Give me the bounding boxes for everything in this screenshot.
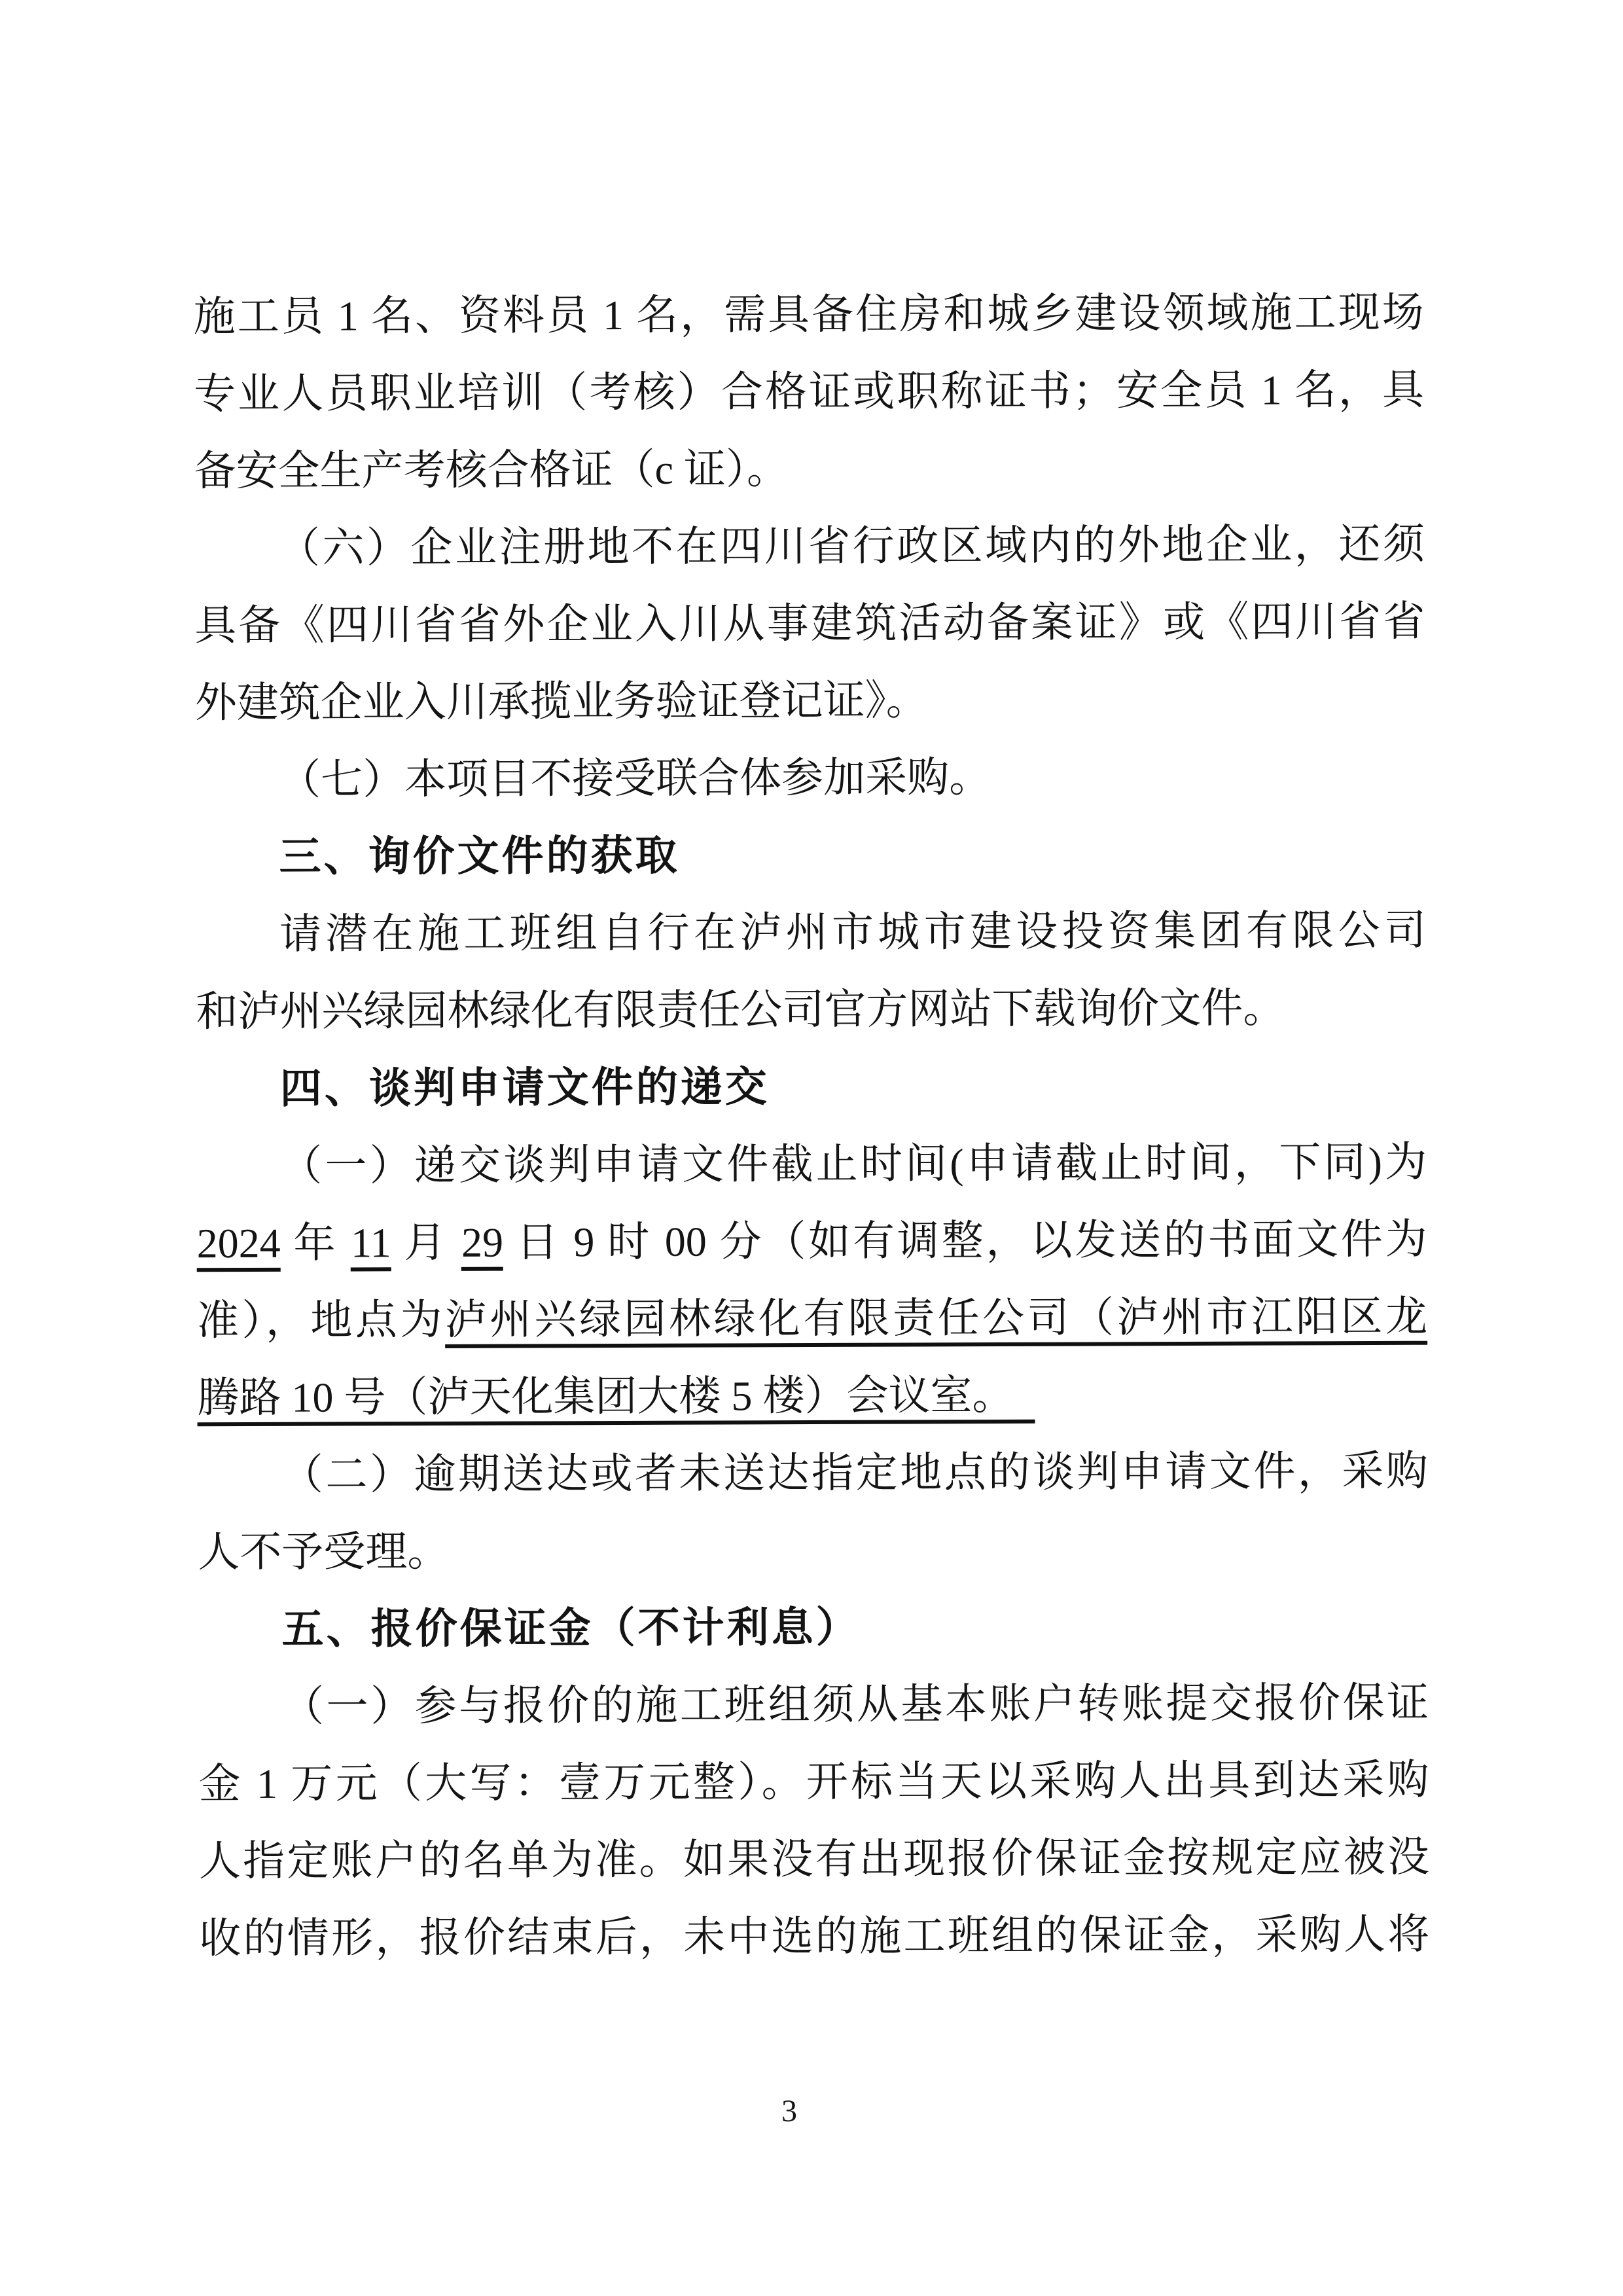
document-body xyxy=(193,274,1429,1978)
text-line xyxy=(193,274,1423,356)
text-segment: 备安全生产考核合格证（c 证）。 xyxy=(194,446,789,495)
text-segment: 施工员 1 名、资料员 1 名，需具备住房和城乡建设领域施工现场 xyxy=(193,289,1424,340)
text-segment: 日 9 时 00 分（如有调整，以发送的书面文件为 xyxy=(503,1215,1427,1266)
text-segment: （二）逾期送达或者未送达指定地点的谈判申请文件，采购 xyxy=(281,1447,1428,1498)
text-line xyxy=(197,1355,1427,1437)
heading-line xyxy=(195,815,1425,897)
text-segment: 五、报价保证金（不计利息） xyxy=(281,1603,861,1654)
underlined-text: 2024 xyxy=(196,1220,280,1272)
text-line xyxy=(195,660,1425,742)
text-line xyxy=(195,738,1425,819)
page-number: 3 xyxy=(781,2094,797,2128)
text-segment: （七）本项目不接受联合体参加采购。 xyxy=(279,754,991,803)
text-line xyxy=(194,506,1425,588)
text-line xyxy=(198,1510,1428,1592)
text-line xyxy=(197,1278,1427,1360)
text-segment: 外建筑企业入川承揽业务验证登记证》。 xyxy=(194,677,928,726)
underlined-text: 腾路 10 号（泸天化集团大楼 5 楼）会议室。 xyxy=(197,1372,1035,1426)
text-segment: 四、谈判申请文件的递交 xyxy=(279,1063,770,1113)
text-line xyxy=(196,1124,1427,1206)
underlined-text: 泸州兴绿园林绿化有限责任公司（泸州市江阳区龙 xyxy=(445,1293,1428,1348)
underlined-text: 11 xyxy=(351,1219,391,1271)
text-segment: 三、询价文件的获取 xyxy=(279,831,680,882)
text-segment: 具备《四川省省外企业入川从事建筑活动备案证》或《四川省省 xyxy=(194,598,1425,649)
heading-line xyxy=(196,1047,1427,1128)
text-line xyxy=(194,429,1424,511)
text-line xyxy=(196,1201,1427,1283)
text-segment: （六）企业注册地不在四川省行政区域内的外地企业，还须 xyxy=(277,520,1425,571)
text-segment: 年 xyxy=(280,1219,351,1266)
text-segment: 月 xyxy=(391,1219,462,1266)
text-line xyxy=(194,351,1424,433)
text-segment: 和泸州兴绿园林绿化有限责任公司官方网站下载询价文件。 xyxy=(196,984,1285,1035)
text-segment: 人指定账户的名单为准。如果没有出现报价保证金按规定应被没 xyxy=(198,1833,1430,1885)
text-line xyxy=(196,892,1426,974)
text-segment: 人不予受理。 xyxy=(198,1528,450,1576)
text-segment: 金 1 万元（大写：壹万元整）。开标当天以采购人出具到达采购 xyxy=(198,1756,1429,1808)
text-segment: 准），地点为 xyxy=(196,1296,445,1344)
text-line xyxy=(196,969,1426,1051)
text-line xyxy=(194,583,1425,665)
heading-line xyxy=(198,1587,1428,1669)
text-segment: 请潜在施工班组自行在泸州市城市建设投资集团有限公司 xyxy=(279,906,1427,958)
text-segment: （一）参与报价的施工班组须从基本账户转账提交报价保证 xyxy=(281,1679,1429,1730)
text-line xyxy=(198,1742,1429,1823)
text-line xyxy=(199,1896,1429,1978)
text-line xyxy=(198,1664,1429,1746)
text-line xyxy=(199,1819,1429,1901)
text-segment: 收的情形，报价结束后，未中选的施工班组的保证金，采购人将 xyxy=(199,1910,1430,1962)
underlined-text: 29 xyxy=(461,1219,503,1271)
text-segment: 专业人员职业培训（考核）合格证或职称证书；安全员 1 名，具 xyxy=(193,366,1425,418)
text-line xyxy=(198,1433,1428,1515)
text-segment: （一）递交谈判申请文件截止时间(申请截止时间，下同)为 xyxy=(280,1138,1427,1189)
